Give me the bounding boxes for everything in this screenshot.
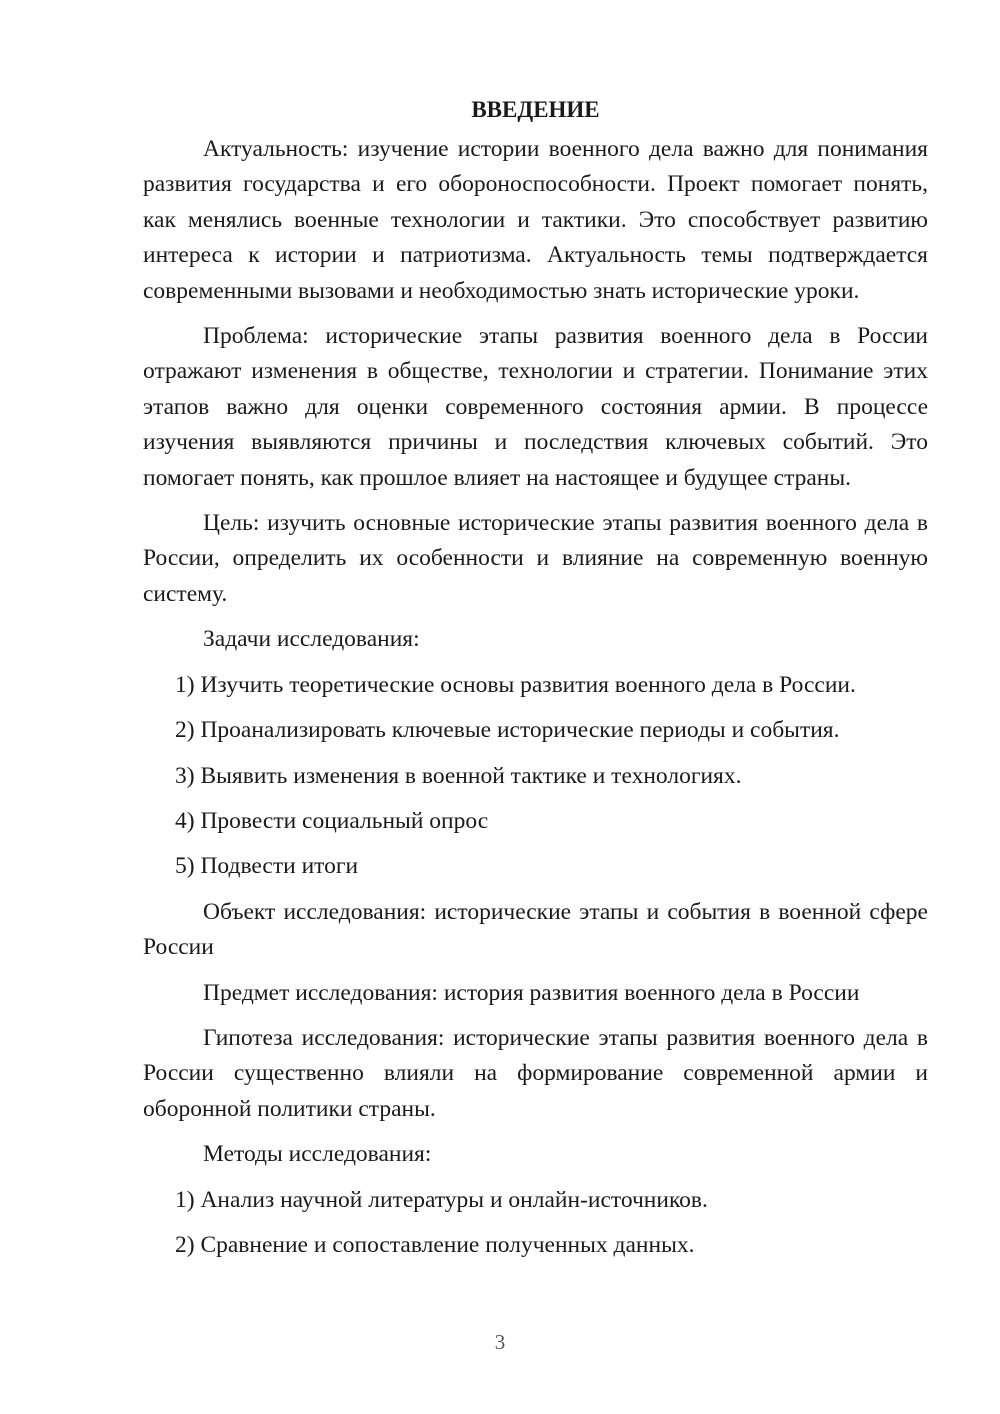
task-item-1: 1) Изучить теоретические основы развития военного дела в России. [175,671,856,698]
relevance-paragraph: Актуальность: изучение истории военного дела важно для понимания развития государства и его обороноспособности. Проект помогает понять, как менялись военные технологии и тактики. Это способствует развитию интереса к истории и патриотизма. Актуальность темы подтверждается современными вызовами и необходимостью знать исторические уроки. [143,136,928,304]
task-item-2: 2) Проанализировать ключевые исторические периоды и события. [175,717,840,744]
section-title: ВВЕДЕНИЕ [471,97,600,122]
task-item-3: 3) Выявить изменения в военной тактике и технологиях. [175,762,742,789]
hypothesis-paragraph: Гипотеза исследования: исторические этапы развития военного дела в России существенно влияли на формирование современной армии и оборонной политики страны. [143,1024,928,1122]
goal-paragraph: Цель: изучить основные исторические этапы развития военного дела в России, определить их особенности и влияние на современную военную систему. [143,510,928,607]
method-item-1: 1) Анализ научной литературы и онлайн-источников. [175,1186,708,1213]
object-paragraph: Объект исследования: исторические этапы и события в военной сфере России [143,898,928,961]
problem-paragraph: Проблема: исторические этапы развития военного дела в России отражают изменения в обществе, технологии и стратегии. Понимание этих этапов важно для оценки современного состояния армии. В процессе изучения выявляются причины и последствия ключевых событий. Это помогает понять, как прошлое влияет на настоящее и будущее страны. [143,323,928,491]
tasks-heading: Задачи исследования: [203,626,420,653]
page-content [143,92,928,1273]
task-item-4: 4) Провести социальный опрос [175,807,489,834]
subject-paragraph: Предмет исследования: история развития военного дела в России [203,979,860,1006]
methods-heading: Методы исследования: [203,1141,432,1168]
method-item-2: 2) Сравнение и сопоставление полученных данных. [175,1231,695,1258]
task-item-5: 5) Подвести итоги [175,853,359,880]
page-number: 3 [494,1330,506,1354]
